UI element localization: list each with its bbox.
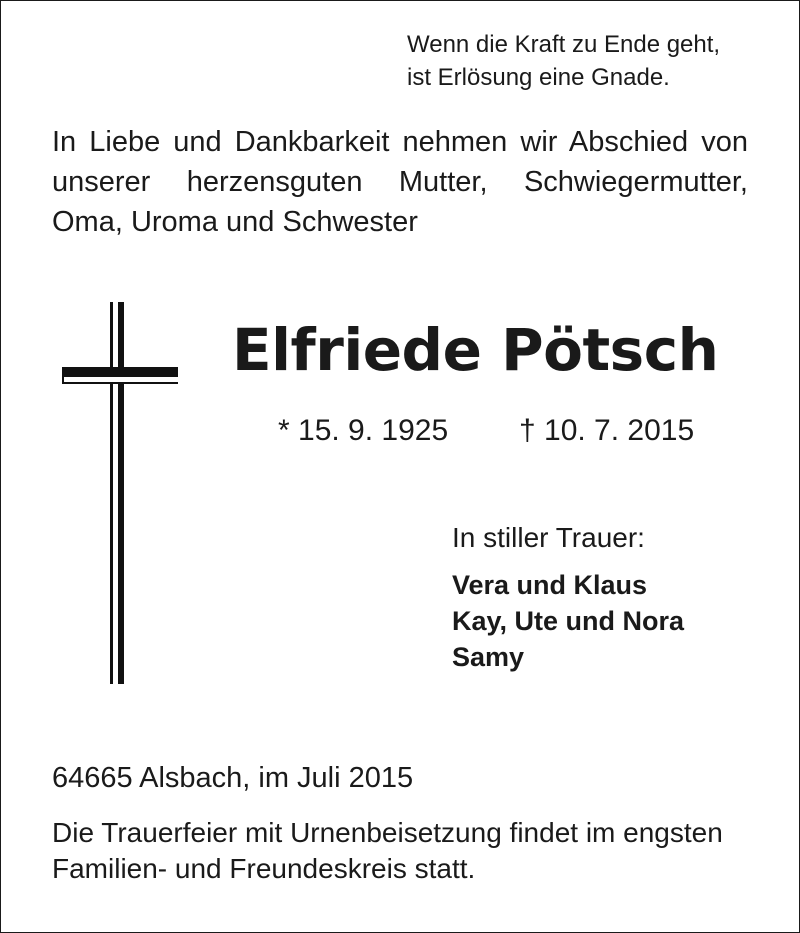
- poem: [407, 28, 720, 94]
- intro-text: [52, 122, 748, 242]
- cross-horizontal-beam: [62, 367, 178, 384]
- mourners-label: In stiller Trauer:: [452, 522, 645, 553]
- death-date: † 10. 7. 2015: [519, 414, 695, 447]
- service-line: Familien- und Freundeskreis statt.: [52, 853, 476, 884]
- mourner-name: Samy: [452, 642, 525, 672]
- mourner-name: Vera und Klaus: [452, 570, 648, 600]
- poem-line: Wenn die Kraft zu Ende geht,: [407, 31, 721, 58]
- deceased-name: Elfriede Pötsch: [232, 316, 719, 384]
- birth-date: * 15. 9. 1925: [278, 414, 449, 447]
- place-date: 64665 Alsbach, im Juli 2015: [52, 762, 414, 794]
- cross-vertical-beam: [110, 302, 124, 684]
- mourners-list: [452, 567, 684, 675]
- mourner-name: Kay, Ute und Nora: [452, 606, 685, 636]
- service-info: [52, 815, 723, 887]
- intro-line: In Liebe und Dankbarkeit nehmen wir Abschied von: [52, 126, 748, 158]
- intro-line: Oma, Uroma und Schwester: [52, 206, 418, 238]
- cross-beam-edge: [62, 367, 64, 384]
- intro-line: unserer herzensguten Mutter, Schwiegermutter,: [52, 166, 748, 198]
- poem-line: ist Erlösung eine Gnade.: [407, 64, 670, 91]
- service-line: Die Trauerfeier mit Urnenbeisetzung findet im engsten: [52, 817, 723, 848]
